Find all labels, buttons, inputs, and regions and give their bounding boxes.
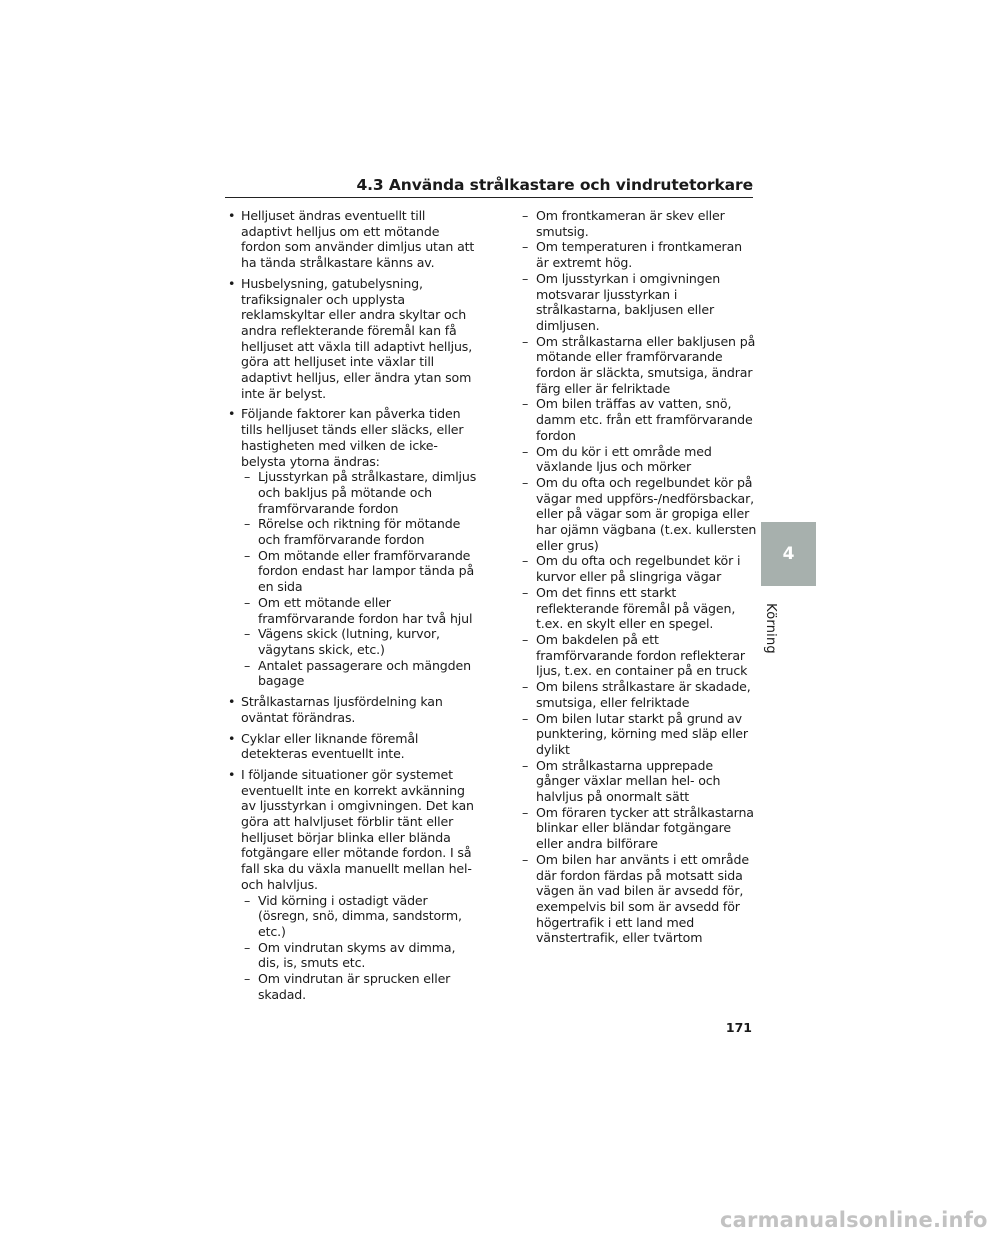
- dash-item: – Om bilen lutar starkt på grund av punktering, körning med släp eller dylikt: [522, 711, 758, 758]
- sub-item: – Om vindrutan skyms av dimma, dis, is, smuts etc.: [244, 940, 478, 971]
- bullet-text: • Följande faktorer kan påverka tiden tills helljuset tänds eller släcks, eller hastigheten med vilken de icke-belysta ytorna ändras:: [241, 406, 464, 469]
- bullet-item: [228, 767, 478, 1003]
- dash-item: – Om temperaturen i frontkameran är extremt hög.: [522, 239, 758, 270]
- sub-item: – Antalet passagerare och mängden bagage: [244, 658, 478, 689]
- right-column: [522, 208, 758, 946]
- sub-list: [244, 893, 478, 1003]
- bullet-text: • Strålkastarnas ljusfördelning kan oväntat förändras.: [241, 694, 443, 725]
- dash-item: – Om frontkameran är skev eller smutsig.: [522, 208, 758, 239]
- bullet-text: • Cyklar eller liknande föremål detekteras eventuellt inte.: [241, 730, 419, 762]
- left-column: [228, 208, 478, 1007]
- dash-item: – Om du ofta och regelbundet kör på vägar med uppförs-/nedförsbackar, eller på vägar som är gropiga eller har ojämn vägbana (t.ex. kullersten eller grus): [522, 475, 758, 554]
- bullet-text: • Husbelysning, gatubelysning, trafiksignaler och upplysta reklamskyltar eller andra skyltar och andra reflekterande föremål kan få helljuset att växla till adaptivt helljus, göra att helljuset inte växlar till adaptivt helljus, eller ändra ytan som inte är belyst.: [241, 275, 473, 401]
- dash-item: – Om bakdelen på ett framförvarande fordon reflekterar ljus, t.ex. en container på en truck: [522, 632, 758, 679]
- sub-item: – Om mötande eller framförvarande fordon endast har lampor tända på en sida: [244, 548, 478, 595]
- dash-item: – Om bilens strålkastare är skadade, smutsiga, eller felriktade: [522, 679, 758, 710]
- dash-item: – Om strålkastarna eller bakljusen på mötande eller framförvarande fordon är släckta, smutsiga, ändrar färg eller är felriktade: [522, 334, 758, 397]
- bullet-item: [228, 276, 478, 402]
- bullet-text: • Helljuset ändras eventuellt till adaptivt helljus om ett mötande fordon som använder dimljus utan att ha tända strålkastare känns av.: [241, 208, 475, 271]
- bullet-item: [228, 731, 478, 762]
- page-number: 171: [725, 1020, 752, 1035]
- bullet-item: [228, 406, 478, 689]
- sub-item: – Om ett mötande eller framförvarande fordon har två hjul: [244, 595, 478, 626]
- dash-item: – Om det finns ett starkt reflekterande föremål på vägen, t.ex. en skylt eller en spegel.: [522, 585, 758, 632]
- dash-item: – Om bilen träffas av vatten, snö, damm etc. från ett framförvarande fordon: [522, 396, 758, 443]
- bullet-item: [228, 694, 478, 725]
- dash-item: – Om strålkastarna upprepade gånger växlar mellan hel- och halvljus på onormalt sätt: [522, 758, 758, 805]
- bullet-item: [228, 208, 478, 271]
- bullet-text: • I följande situationer gör systemet eventuellt inte en korrekt avkänning av ljusstyrkan i omgivningen. Det kan göra att halvljuset förblir tänt eller helljuset börjar blinka eller blända fotgängare eller mötande fordon. I så fall ska du växla manuellt mellan hel- och halvljus.: [241, 766, 474, 892]
- dash-item: – Om ljusstyrkan i omgivningen motsvarar ljusstyrkan i strålkastarna, bakljusen eller dimljusen.: [522, 271, 758, 334]
- sub-item: – Vid körning i ostadigt väder (ösregn, snö, dimma, sandstorm, etc.): [244, 893, 478, 940]
- chapter-label-text: Körning: [762, 602, 778, 654]
- watermark: carmanualsonline.info: [720, 1208, 988, 1232]
- dash-item: – Om du kör i ett område med växlande ljus och mörker: [522, 444, 758, 475]
- sub-list: [244, 469, 478, 689]
- sub-item: – Om vindrutan är sprucken eller skadad.: [244, 971, 478, 1002]
- dash-item: – Om du ofta och regelbundet kör i kurvor eller på slingriga vägar: [522, 553, 758, 584]
- chapter-number: 4: [782, 544, 795, 564]
- sub-item: – Ljusstyrkan på strålkastare, dimljus och bakljus på mötande och framförvarande fordon: [244, 469, 478, 516]
- dash-item: – Om bilen har använts i ett område där fordon färdas på motsatt sida vägen än vad bilen är avsedd för, exempelvis bil som är avsedd för högertrafik i ett land med vänstertrafik, eller tvärtom: [522, 852, 758, 946]
- chapter-tab[interactable]: [761, 522, 816, 586]
- chapter-label: [750, 598, 790, 658]
- sub-item: – Vägens skick (lutning, kurvor, vägytans skick, etc.): [244, 626, 478, 657]
- dash-item: – Om föraren tycker att strålkastarna blinkar eller bländar fotgängare eller andra bilförare: [522, 805, 758, 852]
- section-header: 4.3 Använda strålkastare och vindrutetorkare: [225, 176, 753, 198]
- sub-item: – Rörelse och riktning för mötande och framförvarande fordon: [244, 516, 478, 547]
